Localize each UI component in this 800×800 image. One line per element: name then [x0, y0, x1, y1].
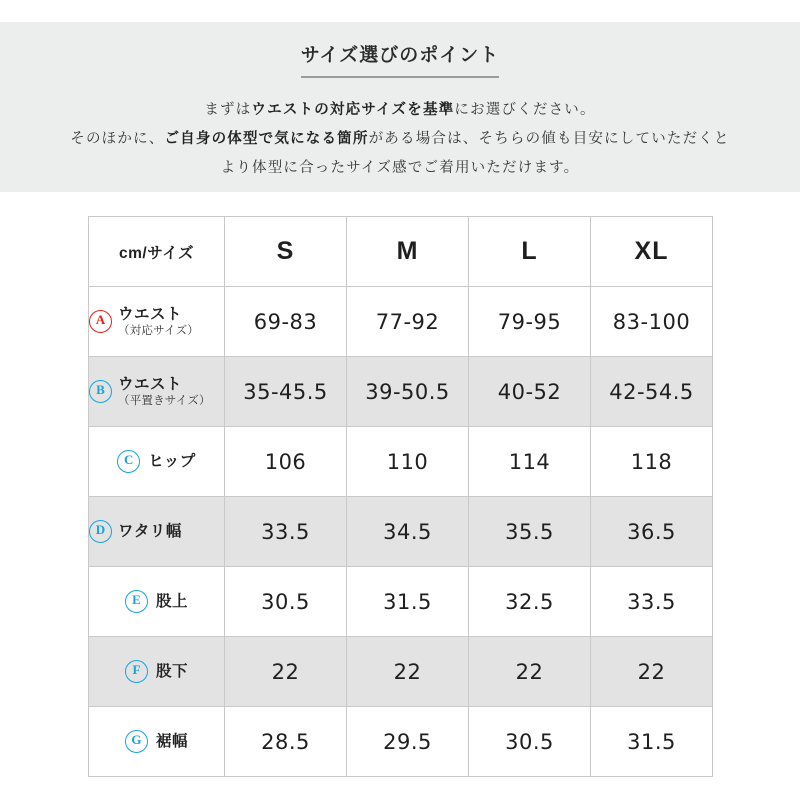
- measurement-cell: 22: [469, 637, 591, 707]
- measurement-cell: 31.5: [347, 567, 469, 637]
- measurement-cell: 30.5: [225, 567, 347, 637]
- row-marker-f-icon: F: [125, 660, 148, 683]
- table-row: [89, 357, 713, 427]
- measurement-cell: 35.5: [469, 497, 591, 567]
- row-label-main: ワタリ幅: [118, 522, 182, 540]
- row-marker-c-icon: C: [117, 450, 140, 473]
- row-label-main: 裾幅: [155, 732, 188, 750]
- page-title: サイズ選びのポイント: [301, 44, 499, 78]
- row-label-sub: （対応サイズ）: [118, 325, 199, 337]
- measurement-cell: 22: [347, 637, 469, 707]
- measurement-cell: 118: [591, 427, 713, 497]
- measurement-cell: 22: [225, 637, 347, 707]
- table-row: [89, 287, 713, 357]
- table-corner-label: cm/サイズ: [89, 217, 225, 287]
- measurement-cell: 29.5: [347, 707, 469, 777]
- row-label-cell: [89, 357, 225, 427]
- row-label-main: ヒップ: [148, 452, 196, 470]
- row-label-cell: [89, 707, 225, 777]
- measurement-cell: 35-45.5: [225, 357, 347, 427]
- column-header-m: M: [347, 217, 469, 287]
- measurement-cell: 28.5: [225, 707, 347, 777]
- header-line-text: そのほかに、: [70, 130, 165, 147]
- measurement-cell: 32.5: [469, 567, 591, 637]
- size-table-body: [89, 287, 713, 777]
- header-line-text: より体型に合ったサイズ感でご着用いただけます。: [220, 159, 580, 176]
- measurement-cell: 110: [347, 427, 469, 497]
- measurement-cell: 36.5: [591, 497, 713, 567]
- measurement-cell: 40-52: [469, 357, 591, 427]
- measurement-cell: 33.5: [225, 497, 347, 567]
- measurement-cell: 69-83: [225, 287, 347, 357]
- header-line: [0, 154, 800, 183]
- table-row: [89, 497, 713, 567]
- table-row: [89, 567, 713, 637]
- table-row: [89, 707, 713, 777]
- measurement-cell: 79-95: [469, 287, 591, 357]
- measurement-cell: 33.5: [591, 567, 713, 637]
- row-marker-b-icon: B: [89, 380, 112, 403]
- size-table: [88, 216, 713, 777]
- measurement-cell: 34.5: [347, 497, 469, 567]
- row-label-cell: [89, 497, 225, 567]
- row-label-main: ウエスト: [118, 375, 183, 393]
- table-row: [89, 427, 713, 497]
- measurement-cell: 77-92: [347, 287, 469, 357]
- measurement-cell: 114: [469, 427, 591, 497]
- header-line: [0, 125, 800, 154]
- header-line-emphasis: ご自身の体型で気になる箇所: [164, 130, 369, 147]
- row-label-cell: [89, 637, 225, 707]
- table-header-row: [89, 217, 713, 287]
- measurement-cell: 30.5: [469, 707, 591, 777]
- header-line-text: にお選びください。: [454, 101, 596, 118]
- header-description: [0, 96, 800, 183]
- column-header-l: L: [469, 217, 591, 287]
- row-label-cell: [89, 427, 225, 497]
- row-label-main: 股上: [155, 592, 188, 610]
- measurement-cell: 42-54.5: [591, 357, 713, 427]
- measurement-cell: 22: [591, 637, 713, 707]
- header-line: [0, 96, 800, 125]
- header-line-text: まずは: [204, 101, 252, 118]
- row-label-cell: [89, 287, 225, 357]
- size-table-head: [89, 217, 713, 287]
- row-label-cell: [89, 567, 225, 637]
- measurement-cell: 31.5: [591, 707, 713, 777]
- measurement-cell: 83-100: [591, 287, 713, 357]
- column-header-s: S: [225, 217, 347, 287]
- measurement-cell: 106: [225, 427, 347, 497]
- row-marker-g-icon: G: [125, 730, 148, 753]
- row-label-main: 股下: [155, 662, 188, 680]
- size-guide-header: [0, 22, 800, 192]
- column-header-xl: XL: [591, 217, 713, 287]
- row-label-sub: （平置きサイズ）: [118, 395, 211, 407]
- row-marker-a-icon: A: [89, 310, 112, 333]
- row-marker-e-icon: E: [125, 590, 148, 613]
- row-marker-d-icon: D: [89, 520, 112, 543]
- header-line-text: がある場合は、そちらの値も目安にしていただくと: [368, 130, 730, 147]
- table-row: [89, 637, 713, 707]
- header-line-emphasis: ウエストの対応サイズを基準: [251, 101, 455, 118]
- measurement-cell: 39-50.5: [347, 357, 469, 427]
- size-table-container: [88, 216, 712, 777]
- row-label-main: ウエスト: [118, 305, 183, 323]
